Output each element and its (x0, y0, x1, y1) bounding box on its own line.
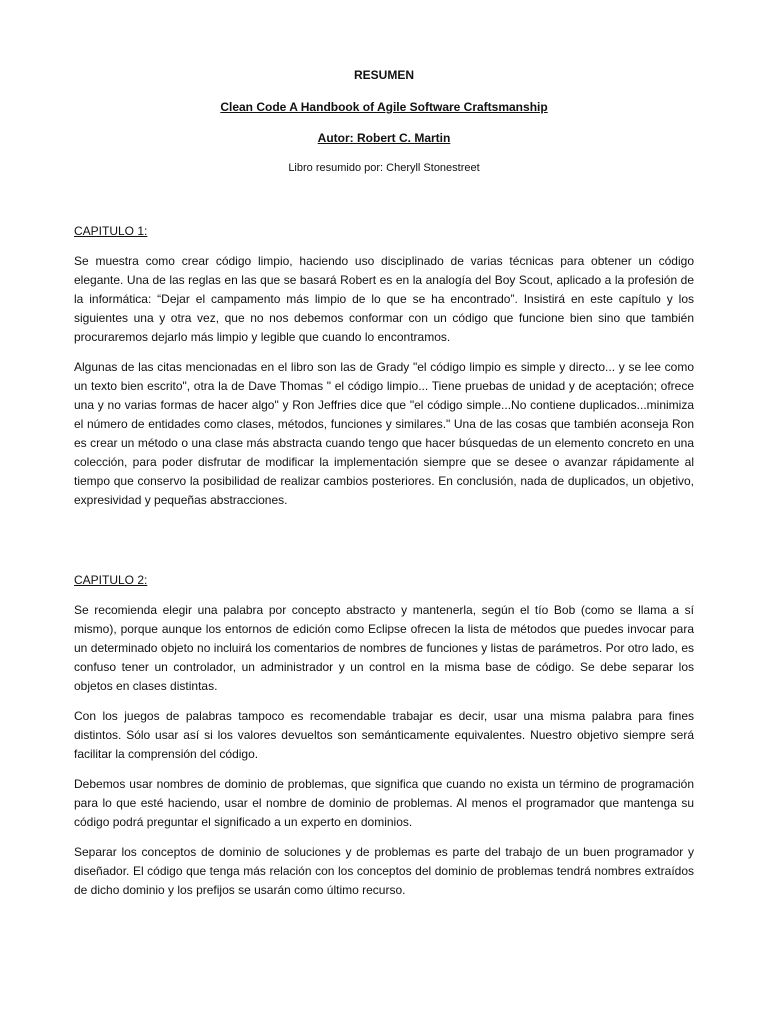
document-title: RESUMEN (353, 68, 414, 82)
chapter-1-paragraph-2: Algunas de las citas mencionadas en el libro son las de Grady "el código limpio es simple y directo... y se lee como un texto bien escrito", otra la de Dave Thomas " el código limpio... Tiene pruebas de unidad y de aceptación; ofrece una y no varias formas de hacer algo" y Ron Jeffries dice que "el código simple...No contiene duplicados...minimiza el número de entidades como clases, métodos, funciones y similares." Una de las cosas que también aconseja Ron es crear un método o una clase más abstracta cuando tengo que hacer búsquedas de un elemento concreto en una colección, para poder disfrutar de modificar la implementación siempre que se desee o avanzar rápidamente al tiempo que conservo la posibilidad de realizar cambios posteriores. En conclusión, nada de duplicados, un objetivo, expresividad y pequeñas abstracciones. (74, 360, 694, 507)
book-title: Clean Code A Handbook of Agile Software Craftsmanship (220, 100, 548, 114)
summarized-by-line: Libro resumido por: Cheryll Stonestreet (288, 162, 480, 174)
chapter-1-paragraph-1: Se muestra como crear código limpio, haciendo uso disciplinado de varias técnicas para obtener un código elegante. Una de las reglas en las que se basará Robert es en la analogía del Boy Scout, aplicado a la profesión de la informática: “Dejar el campamento más limpio de lo que se ha encontrado”. Insistirá en este capítulo y los siguientes una y otra vez, que no nos debemos conformar con un código que funcione bien sino que también procuraremos dejarlo más limpio y legible que cuando lo encontramos. (74, 254, 694, 344)
chapter-1-section (74, 224, 694, 521)
chapter-2-paragraph-2: Con los juegos de palabras tampoco es recomendable trabajar es decir, usar una misma palabra para fines distintos. Sólo usar así si los valores devueltos son semánticamente equivalentes. Nuestro objetivo siempre será facilitar la comprensión del código. (74, 709, 694, 761)
chapter-2-heading: CAPITULO 2: (74, 573, 148, 587)
author-line: Autor: Robert C. Martin (317, 131, 451, 145)
chapter-1-heading: CAPITULO 1: (74, 224, 148, 238)
chapter-2-paragraph-4: Separar los conceptos de dominio de soluciones y de problemas es parte del trabajo de un buen programador y diseñador. El código que tenga más relación con los conceptos del dominio de problemas tendrá nombres extraídos de dicho dominio y los prefijos se usarán como último recurso. (74, 845, 694, 897)
chapter-2-paragraph-3: Debemos usar nombres de dominio de problemas, que significa que cuando no exista un término de programación para lo que esté haciendo, usar el nombre de dominio de problemas. Al menos el programador que mantenga su código podrá preguntar el significado a un experto en dominios. (74, 777, 694, 829)
chapter-2-paragraph-1: Se recomienda elegir una palabra por concepto abstracto y mantenerla, según el tío Bob (como se llama a sí mismo), porque aunque los entornos de edición como Eclipse ofrecen la lista de métodos que puedes invocar para un determinado objeto no incluirá los comentarios de nombres de funciones y listas de parámetros. Por otro lado, es confuso tener un controlador, un administrador y un control en la misma base de código. Se debe separar los objetos en clases distintas. (74, 603, 694, 693)
chapter-2-section (74, 573, 694, 911)
